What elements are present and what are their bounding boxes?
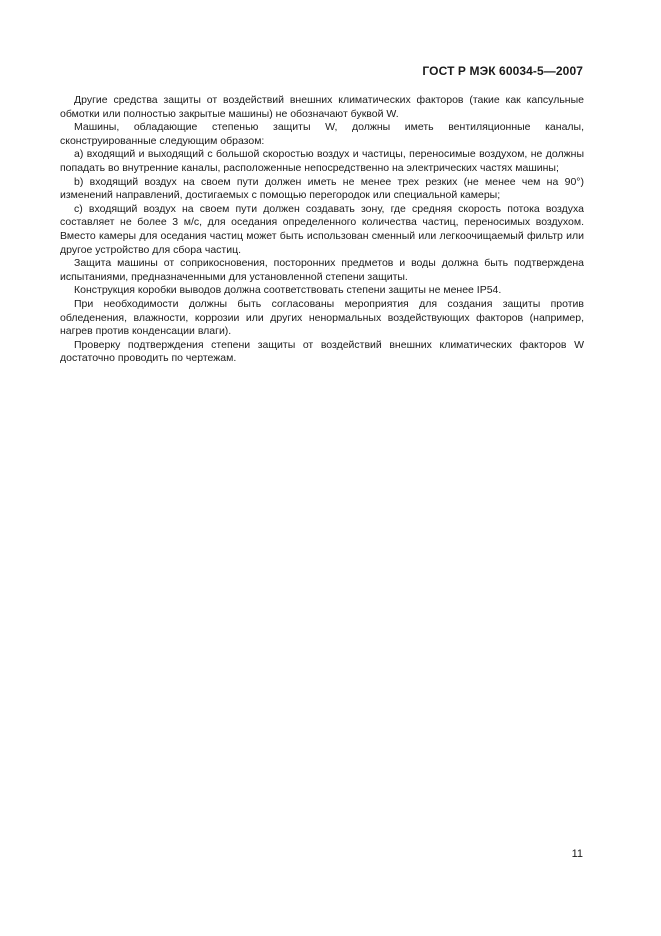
paragraph-ventilation-intro: Машины, обладающие степенью защиты W, должны иметь вентиляционные каналы, сконструированные следующим образом:: [60, 121, 584, 147]
paragraph-item-a: а) входящий и выходящий с большой скоростью воздух и частицы, переносимые воздухом, не должны попадать во внутренние каналы, расположенные непосредственно на электрических частях машины;: [60, 148, 584, 174]
body-text: [60, 94, 584, 366]
paragraph-additional-measures: При необходимости должны быть согласованы мероприятия для создания защиты против обледенения, влажности, коррозии или других ненормальных воздействующих факторов (например, нагрев против конденсации влаги).: [60, 297, 584, 338]
page-number: 11: [571, 848, 583, 860]
document-code-header: ГОСТ Р МЭК 60034-5—2007: [422, 64, 583, 78]
paragraph-protection-testing: Защита машины от соприкосновения, посторонних предметов и воды должна быть подтверждена испытаниями, предназначенными для установленной степени защиты.: [60, 257, 584, 283]
paragraph-item-c: с) входящий воздух на своем пути должен создавать зону, где средняя скорость потока воздуха составляет не более 3 м/с, для оседания определенного количества частиц, переносимых воздухом. Вместо камеры для оседания частиц может быть использован сменный или легкоочищаемый фильтр или другое устройство для сбора частиц.: [60, 202, 584, 256]
paragraph-item-b: b) входящий воздух на своем пути должен иметь не менее трех резких (не менее чем на 90°) изменений направлений, достигаемых с помощью перегородок или специальной камеры;: [60, 175, 584, 202]
paragraph-verification: Проверку подтверждения степени защиты от воздействий внешних климатических факторов W достаточно проводить по чертежам.: [60, 338, 584, 365]
paragraph-terminal-box: Конструкция коробки выводов должна соответствовать степени защиты не менее IP54.: [74, 284, 502, 297]
paragraph-other-protection: Другие средства защиты от воздействий внешних климатических факторов (такие как капсульные обмотки или полностью закрытые машины) не обозначают буквой W.: [60, 94, 584, 120]
